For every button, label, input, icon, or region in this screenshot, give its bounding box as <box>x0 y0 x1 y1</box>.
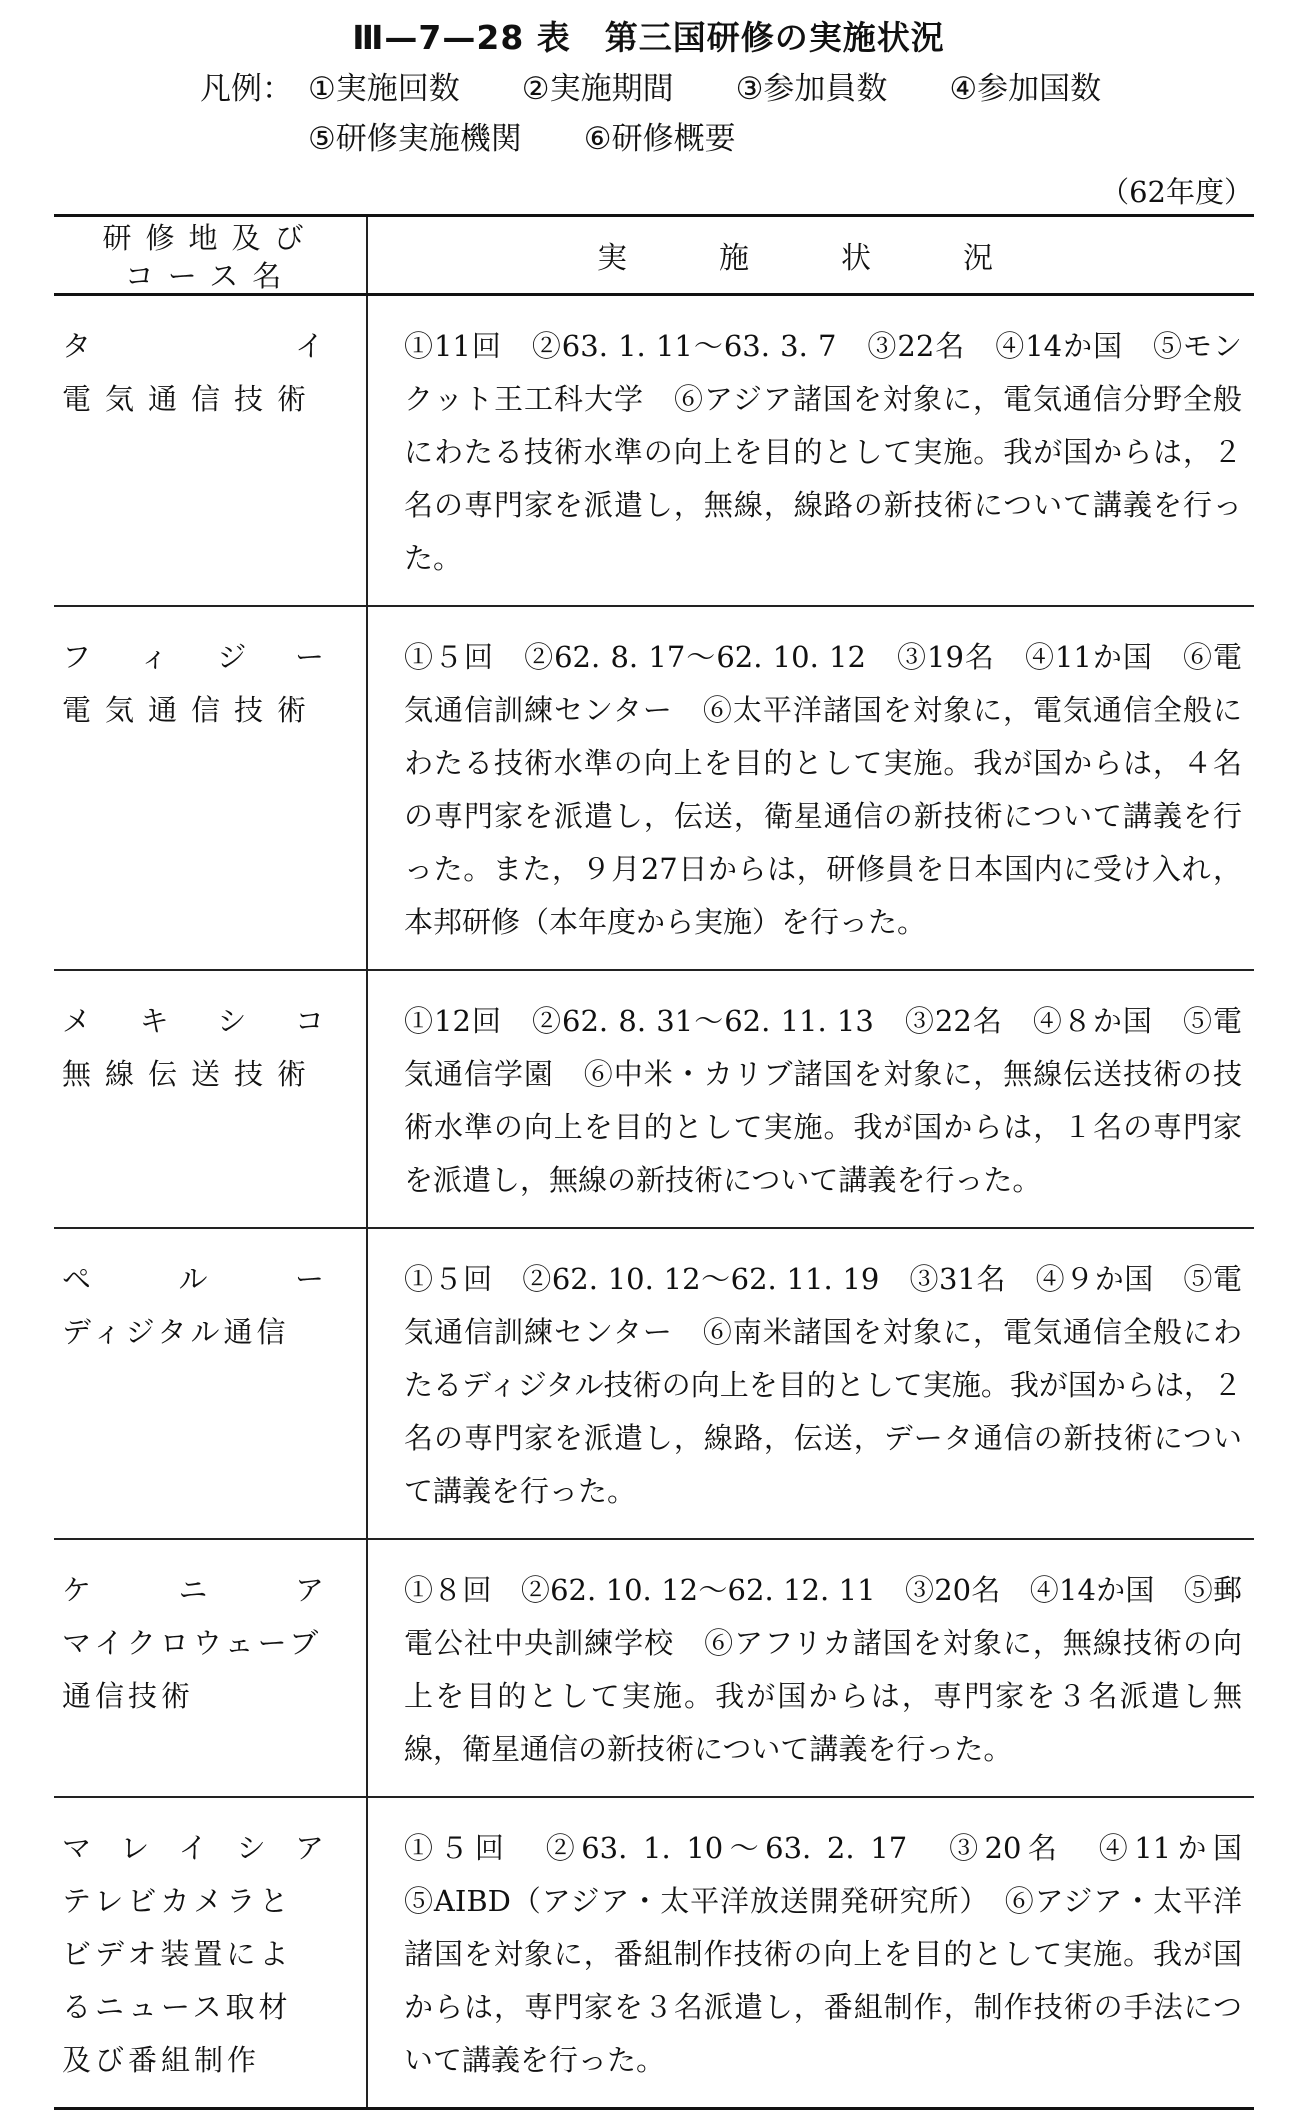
legend-line-2 <box>200 114 1200 164</box>
table-row <box>54 295 1254 607</box>
course-name: 電気通信技術 <box>62 382 321 416</box>
place-char: ア <box>294 1831 324 1865</box>
place-char: レ <box>120 1831 150 1865</box>
place-char: ル <box>178 1262 208 1296</box>
status-cell: ①５回 ②62. 8. 17～62. 10. 12 ③19名 ④11か国 ⑥電気通信訓練センター ⑥太平洋諸国を対象に，電気通信全般にわたる技術水準の向上を目的として実施。我が国からは，４名の専門家を派遣し，伝送，衛星通信の新技術について講義を行った。また，９月27日からは，研修員を日本国内に受け入れ，本邦研修（本年度から実施）を行った。 <box>367 606 1254 970</box>
place-char: キ <box>139 1004 169 1038</box>
status-cell: ①11回 ②63. 1. 11～63. 3. 7 ③22名 ④14か国 ⑤モンクット王工科大学 ⑥アジア諸国を対象に，電気通信分野全般にわたる技術水準の向上を目的として実施。我が国からは，２名の専門家を派遣し，無線，線路の新技術について講義を行った。 <box>367 295 1254 607</box>
place-name <box>62 631 324 684</box>
table-row <box>54 970 1254 1228</box>
place-char: ア <box>294 1573 324 1607</box>
header-status: 実施状況 <box>367 216 1254 295</box>
legend-item: ①実施回数 <box>308 71 460 107</box>
legend-item: ③参加員数 <box>735 71 888 107</box>
place-char: ィ <box>139 640 169 674</box>
legend-prefix: 凡例： <box>200 71 293 107</box>
course-cell <box>54 295 367 607</box>
header-course-cell <box>54 216 367 295</box>
legend-item: ⑥研修概要 <box>583 121 736 157</box>
course-name: テレビカメラとビデオ装置によるニュース取材及び番組制作 <box>62 1884 293 2077</box>
place-name <box>62 320 324 373</box>
fiscal-year: （62年度） <box>1100 175 1253 209</box>
place-name <box>62 1564 324 1617</box>
place-char: ペ <box>62 1262 92 1296</box>
status-cell: ①８回 ②62. 10. 12～62. 12. 11 ③20名 ④14か国 ⑤郵電公社中央訓練学校 ⑥アフリカ諸国を対象に，無線技術の向上を目的として実施。我が国からは，専門家を３名派遣し無線，衛星通信の新技術について講義を行った。 <box>367 1539 1254 1797</box>
legend-item: ④参加国数 <box>949 71 1102 107</box>
table-row <box>54 1539 1254 1797</box>
place-char: ケ <box>62 1573 92 1607</box>
place-char: タ <box>62 329 92 363</box>
status-cell: ①５回 ②62. 10. 12～62. 11. 19 ③31名 ④９か国 ⑤電気通信訓練センター ⑥南米諸国を対象に，電気通信全般にわたるディジタル技術の向上を目的として実施。我が国からは，２名の専門家を派遣し，線路，伝送，データ通信の新技術について講義を行った。 <box>367 1228 1254 1539</box>
legend-line-1 <box>200 64 1200 114</box>
course-cell <box>54 1539 367 1797</box>
legend-item: ②実施期間 <box>521 71 674 107</box>
course-cell <box>54 606 367 970</box>
place-name <box>62 1822 324 1875</box>
table-row <box>54 1228 1254 1539</box>
course-cell <box>54 1228 367 1539</box>
status-cell: ①５回 ②63. 1. 10～63. 2. 17 ③20名 ④11か国 ⑤AIBD（アジア・太平洋放送開発研究所） ⑥アジア・太平洋諸国を対象に，番組制作技術の向上を目的として実施。我が国からは，専門家を３名派遣し，番組制作，制作技術の手法について講義を行った。 <box>367 1797 1254 2109</box>
place-char: ジ <box>217 640 247 674</box>
header-course-line2: コース名 <box>124 259 296 293</box>
header-row <box>54 216 1254 295</box>
place-char: ー <box>294 640 324 674</box>
course-name: ディジタル通信 <box>62 1315 290 1349</box>
place-char: シ <box>236 1831 266 1865</box>
header-course-line1: 研修地及び <box>102 221 318 255</box>
place-char: メ <box>62 1004 92 1038</box>
course-name: 電気通信技術 <box>62 693 321 727</box>
table-row <box>54 1797 1254 2109</box>
course-cell <box>54 1797 367 2109</box>
place-char: ニ <box>178 1573 208 1607</box>
table-row <box>54 606 1254 970</box>
place-name <box>62 995 324 1048</box>
legend <box>200 64 1200 164</box>
place-char: イ <box>178 1831 208 1865</box>
place-char: イ <box>294 329 324 363</box>
course-cell <box>54 970 367 1228</box>
course-name: 無線伝送技術 <box>62 1057 321 1091</box>
place-char: マ <box>62 1831 92 1865</box>
place-char: シ <box>217 1004 247 1038</box>
legend-item: ⑤研修実施機関 <box>308 121 522 157</box>
place-char: ー <box>294 1262 324 1296</box>
status-cell: ①12回 ②62. 8. 31～62. 11. 13 ③22名 ④８か国 ⑤電気通信学園 ⑥中米・カリブ諸国を対象に，無線伝送技術の技術水準の向上を目的として実施。我が国からは，１名の専門家を派遣し，無線の新技術について講義を行った。 <box>367 970 1254 1228</box>
course-name: マイクロウェーブ通信技術 <box>62 1626 323 1713</box>
table-title: Ⅲ—7—28 表 第三国研修の実施状況 <box>352 18 945 57</box>
place-char: コ <box>294 1004 324 1038</box>
place-name <box>62 1253 324 1306</box>
place-char: フ <box>62 640 92 674</box>
training-table <box>54 214 1272 2110</box>
